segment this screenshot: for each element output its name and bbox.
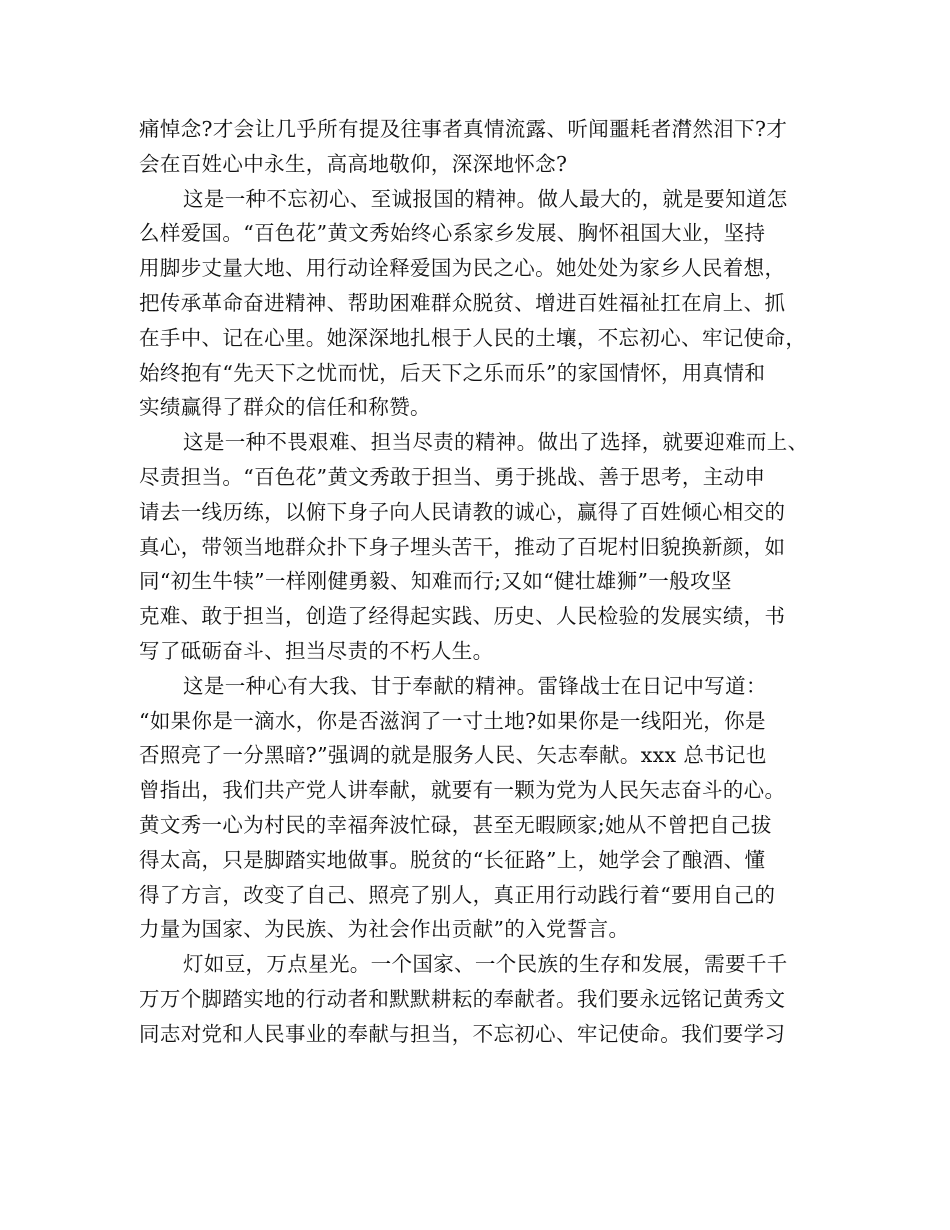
text-line: 用脚步丈量大地、用行动诠释爱国为民之心。她处处为家乡人民着想， [139, 256, 786, 281]
text-line: 真心，带领当地群众扑下身子埋头苦干，推动了百坭村旧貌换新颜，如 [139, 534, 786, 559]
text-line: 同志对党和人民事业的奉献与担当，不忘初心、牢记使命。我们要学习 [139, 1021, 786, 1046]
text-line: 得了方言，改变了自己、照亮了别人，真正用行动践行着“要用自己的 [139, 882, 776, 907]
text-line: 力量为国家、为民族、为社会作出贡献”的入党誓言。 [139, 917, 630, 942]
text-line: 曾指出，我们共产党人讲奉献，就要有一颗为党为人民矢志奋斗的心。 [139, 778, 786, 803]
text-line: 么样爱国。“百色花”黄文秀始终心系家乡发展、胸怀祖国大业，坚持 [139, 221, 766, 246]
text-line: 黄文秀一心为村民的幸福奔波忙碌，甚至无暇顾家;她从不曾把自己拔 [139, 812, 772, 837]
paragraph-first-line: 这是一种不忘初心、至诚报国的精神。做人最大的，就是要知道怎 [183, 186, 788, 211]
text-line: 始终抱有“先天下之忧而忧，后天下之乐而乐”的家国情怀，用真情和 [139, 360, 766, 385]
paragraph-first-line: 这是一种心有大我、甘于奉献的精神。雷锋战士在日记中写道： [183, 673, 767, 698]
text-line: 实绩赢得了群众的信任和称赞。 [139, 395, 431, 420]
text-line: 写了砥砺奋斗、担当尽责的不朽人生。 [139, 638, 494, 663]
text-line: 在手中、记在心里。她深深地扎根于人民的土壤，不忘初心、牢记使命， [139, 325, 807, 350]
text-line: 会在百姓心中永生，高高地敬仰，深深地怀念? [139, 151, 568, 176]
text-line: 把传承革命奋进精神、帮助困难群众脱贫、增进百姓福祉扛在肩上、抓 [139, 290, 786, 315]
body-text [139, 112, 829, 1052]
text-line: 尽责担当。“百色花”黄文秀敢于担当、勇于挑战、善于思考，主动申 [139, 464, 766, 489]
text-line: 同“初生牛犊”一样刚健勇毅、知难而行;又如“健壮雄狮”一般攻坚 [139, 569, 732, 594]
text-line: 请去一线历练，以俯下身子向人民请教的诚心，赢得了百姓倾心相交的 [139, 499, 786, 524]
text-line: 万万个脚踏实地的行动者和默默耕耘的奉献者。我们要永远铭记黄秀文 [139, 986, 786, 1011]
text-line: 克难、敢于担当，创造了经得起实践、历史、人民检验的发展实绩，书 [139, 604, 786, 629]
paragraph-first-line: 灯如豆，万点星光。一个国家、一个民族的生存和发展，需要千千 [183, 952, 788, 977]
text-line: 痛悼念?才会让几乎所有提及往事者真情流露、听闻噩耗者潸然泪下?才 [139, 117, 788, 141]
text-line: 得太高，只是脚踏实地做事。脱贫的“长征路”上，她学会了酿酒、懂 [139, 847, 766, 872]
text-line: 否照亮了一分黑暗?”强调的就是服务人民、矢志奉献。xxx 总书记也 [139, 743, 767, 768]
paragraph-first-line: 这是一种不畏艰难、担当尽责的精神。做出了选择，就要迎难而上、 [183, 430, 809, 455]
text-line: “如果你是一滴水，你是否滋润了一寸土地?如果你是一线阳光，你是 [139, 708, 766, 733]
